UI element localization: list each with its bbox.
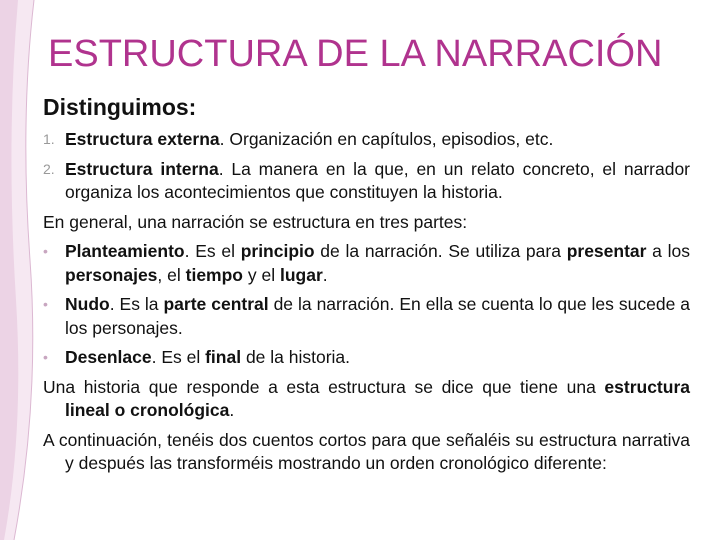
text-span: .	[229, 400, 235, 420]
text-span: .	[322, 264, 328, 285]
bold-term: estructura lineal o cronológica	[65, 376, 690, 420]
bold-term: lugar	[279, 264, 323, 285]
text-span: . Es el	[184, 241, 241, 261]
numbered-item	[43, 128, 690, 152]
text-span: y el	[243, 264, 280, 285]
text-span: a los	[646, 241, 690, 261]
bold-term: parte central	[163, 294, 269, 314]
text-span: . Es la	[109, 294, 164, 314]
text-span: de la historia.	[241, 347, 351, 367]
bullet-item	[43, 240, 690, 287]
closing-paragraph-2: A continuación, tenéis dos cuentos cortos para que señaléis su estructura narrativa y después las transforméis mostrando un orden cronológico diferente:	[43, 429, 690, 473]
bullet-marker: •	[43, 243, 48, 259]
bullet-item	[43, 293, 690, 340]
bullet-list	[43, 240, 690, 370]
slide-title: ESTRUCTURA DE LA NARRACIÓN	[48, 33, 663, 75]
number-marker: 2.	[43, 160, 55, 177]
text-span: de la narración. En ella se cuenta lo que les sucede a los personajes.	[65, 294, 690, 338]
bullet-marker: •	[43, 296, 48, 312]
subtitle: Distinguimos:	[43, 94, 197, 120]
intro-text: En general, una narración se estructura en tres partes:	[43, 211, 468, 232]
text-span: , el	[157, 264, 186, 285]
bold-term: Planteamiento	[65, 241, 185, 261]
bold-term: Estructura interna	[65, 158, 219, 179]
bold-term: Nudo	[65, 294, 110, 314]
bold-term: presentar	[566, 241, 647, 261]
bullet-marker: •	[43, 349, 48, 365]
bold-term: personajes	[65, 264, 158, 285]
text-span: Una historia que responde a esta estructura se dice que tiene una	[43, 376, 605, 397]
closing-paragraph-1	[43, 376, 690, 423]
text-span: . La manera en la que, en un relato concreto, el narrador organiza los acontecimientos que constituyen la historia.	[65, 158, 691, 202]
bold-term: final	[205, 347, 242, 367]
bold-term: Desenlace	[65, 347, 152, 367]
text-span: . Organización en capítulos, episodios, etc.	[219, 129, 554, 149]
numbered-list	[43, 128, 690, 205]
bold-term: tiempo	[185, 264, 243, 285]
numbered-item	[43, 158, 690, 205]
bold-term: principio	[240, 241, 315, 261]
text-span: . Es el	[151, 347, 206, 367]
number-marker: 1.	[43, 131, 55, 147]
bold-term: Estructura externa	[65, 129, 220, 149]
text-span: de la narración. Se utiliza para	[314, 241, 567, 261]
bullet-item	[43, 346, 690, 370]
slide-content	[43, 92, 690, 482]
